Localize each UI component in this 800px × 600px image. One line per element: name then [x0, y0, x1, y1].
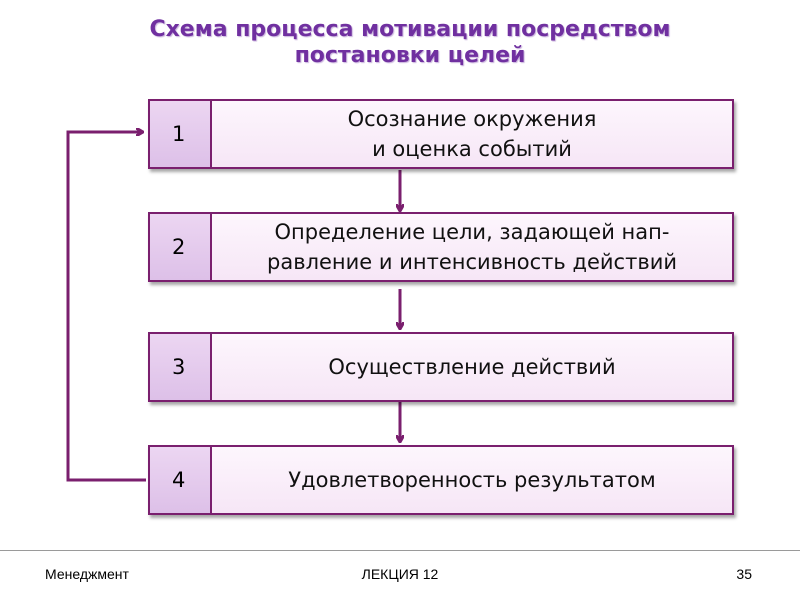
slide-title-line-2: постановки целей [294, 43, 526, 68]
step-number-4: 4 [150, 447, 212, 513]
step-number-1: 1 [150, 101, 212, 167]
step-number-3: 3 [150, 334, 212, 400]
footer-divider [0, 550, 800, 551]
step-label-2 [212, 214, 732, 280]
footer-page-number: 35 [736, 566, 752, 582]
step-number-2: 2 [150, 214, 212, 280]
step-label-3-line-1: Осуществление действий [328, 355, 616, 379]
slide-title-line-1: Схема процесса мотивации посредством [149, 17, 671, 42]
footer-course-name: Менеджмент [45, 566, 129, 582]
step-box-1 [148, 99, 734, 169]
step-box-3 [148, 332, 734, 402]
step-label-2-line-2: равление и интенсивность действий [267, 250, 677, 274]
step-box-4 [148, 445, 734, 515]
step-label-4-line-1: Удовлетворенность результатом [288, 468, 656, 492]
step-label-2-line-1: Определение цели, задающей нап- [274, 220, 670, 244]
step-label-1-line-2: и оценка событий [372, 137, 572, 161]
step-label-1-line-1: Осознание окружения [347, 107, 597, 131]
step-label-4 [212, 447, 732, 513]
step-label-1 [212, 101, 732, 167]
slide-title [100, 17, 720, 69]
step-box-2 [148, 212, 734, 282]
footer-lecture-label: ЛЕКЦИЯ 12 [361, 566, 439, 582]
step-label-3 [212, 334, 732, 400]
feedback-loop-arrow [68, 132, 146, 480]
